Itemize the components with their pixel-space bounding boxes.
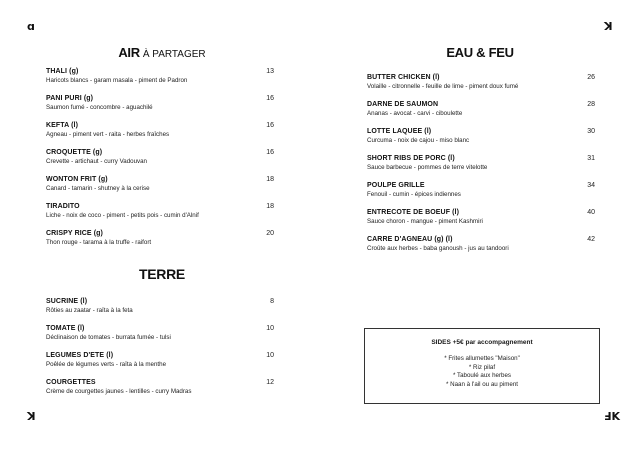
dish-price: 31 (587, 155, 595, 162)
dish-name: SUCRINE (l) (46, 298, 88, 305)
dish-price: 30 (587, 128, 595, 135)
dish-description: Crème de courgettes jaunes - lentilles - curry Madras (46, 388, 192, 395)
menu-item (46, 351, 274, 378)
dish-name: LOTTE LAQUEE (l) (367, 128, 432, 135)
dish-description: Canard - tamarin - shutney à la cerise (46, 185, 150, 192)
menu-item (367, 235, 595, 262)
menu-list-air (46, 67, 274, 256)
menu-item (367, 181, 595, 208)
dish-price: 13 (266, 68, 274, 75)
logo-mark-bottom-right: ℲK (604, 410, 621, 423)
dish-price: 26 (587, 74, 595, 81)
logo-mark-bottom-left: ꓘ (27, 410, 36, 423)
section-title-eau-feu: EAU & FEU (446, 45, 514, 60)
dish-description: Agneau - piment vert - raita - herbes fraîches (46, 131, 170, 138)
sides-list (365, 355, 599, 389)
menu-item (367, 208, 595, 235)
menu-item (46, 229, 274, 256)
section-title-air-main: AIR (118, 45, 140, 60)
dish-description: Poêlée de légumes verts - raïta à la menthe (46, 361, 167, 368)
dish-description: Liche - noix de coco - piment - petits pois - cumin d'Alnif (46, 212, 199, 219)
side-item: * Naan à l'ail ou au piment (445, 380, 519, 388)
dish-name: TIRADITO (46, 203, 80, 210)
menu-list-terre (46, 297, 274, 405)
dish-name: WONTON FRIT (g) (46, 176, 108, 183)
menu-item (46, 202, 274, 229)
dish-name: BUTTER CHICKEN (l) (367, 74, 440, 81)
dish-name: CROQUETTE (g) (46, 149, 103, 156)
menu-item (46, 175, 274, 202)
menu-item (367, 100, 595, 127)
logo-mark-top-left: ɑ (27, 20, 35, 33)
side-item: * Frites allumettes "Maison" (444, 355, 520, 362)
menu-item (367, 73, 595, 100)
menu-item (367, 127, 595, 154)
dish-price: 12 (266, 379, 274, 386)
dish-description: Déclinaison de tomates - burrata fumée - tulsi (46, 334, 171, 341)
menu-item (46, 324, 274, 351)
dish-description: Curcuma - noix de cajou - miso blanc (367, 137, 470, 144)
dish-description: Fenouil - cumin - épices indiennes (367, 191, 461, 198)
dish-price: 20 (266, 230, 274, 237)
menu-item (46, 378, 274, 405)
side-item: * Riz pilaf (468, 363, 496, 371)
dish-description: Haricots blancs - garam masala - piment de Padron (46, 77, 188, 84)
sides-box (364, 328, 600, 404)
dish-price: 34 (587, 182, 595, 189)
dish-name: ENTRECOTE DE BOEUF (l) (367, 209, 460, 216)
section-title-terre: TERRE (139, 266, 185, 282)
dish-name: PANI PURI (g) (46, 95, 94, 102)
menu-item (46, 67, 274, 94)
menu-item (46, 297, 274, 324)
dish-price: 16 (266, 122, 274, 129)
section-title-air (46, 45, 278, 60)
menu-item (367, 154, 595, 181)
dish-description: Sauce choron - mangue - piment Kashmiri (367, 218, 483, 225)
dish-description: Sauce barbecue - pommes de terre vitelotte (367, 164, 488, 171)
section-title-air-subtitle: À PARTAGER (142, 49, 206, 60)
dish-description: Saumon fumé - concombre - aguachilé (46, 104, 153, 111)
dish-price: 8 (270, 298, 274, 305)
dish-name: TOMATE (l) (46, 325, 85, 332)
dish-price: 18 (266, 203, 274, 210)
menu-item (46, 121, 274, 148)
menu-list-eau-feu (367, 73, 595, 262)
dish-description: Crevette - artichaut - curry Vadouvan (46, 158, 147, 165)
dish-description: Volaille - citronnelle - feuille de lime - piment doux fumé (367, 83, 519, 90)
menu-item (46, 148, 274, 175)
logo-mark-top-right: ꓘ (604, 20, 613, 33)
dish-price: 28 (587, 101, 595, 108)
dish-description: Thon rouge - tarama à la truffe - raifort (46, 239, 152, 246)
side-item: * Taboulé aux herbes (452, 372, 512, 380)
dish-name: COURGETTES (46, 379, 96, 386)
dish-name: CARRE D'AGNEAU (g) (l) (367, 236, 453, 243)
dish-name: LEGUMES D'ETE (l) (46, 352, 114, 359)
dish-name: SHORT RIBS DE PORC (l) (367, 155, 455, 162)
dish-name: POULPE GRILLE (367, 182, 425, 189)
dish-price: 10 (266, 325, 274, 332)
menu-item (46, 94, 274, 121)
dish-price: 18 (266, 176, 274, 183)
dish-price: 42 (587, 236, 595, 243)
dish-name: DARNE DE SAUMON (367, 101, 439, 108)
dish-description: Croûte aux herbes - baba ganoush - jus au tandoori (367, 245, 509, 252)
dish-name: CRISPY RICE (g) (46, 230, 103, 237)
dish-price: 16 (266, 95, 274, 102)
dish-price: 16 (266, 149, 274, 156)
dish-description: Ananas - avocat - carvi - ciboulette (367, 110, 463, 117)
dish-price: 10 (266, 352, 274, 359)
dish-price: 40 (587, 209, 595, 216)
dish-name: KEFTA (l) (46, 122, 79, 129)
sides-title: SIDES +5€ par accompagnement (431, 339, 533, 346)
dish-name: THALI (g) (46, 68, 79, 75)
dish-description: Rôties au zaatar - raïta à la feta (46, 307, 133, 314)
